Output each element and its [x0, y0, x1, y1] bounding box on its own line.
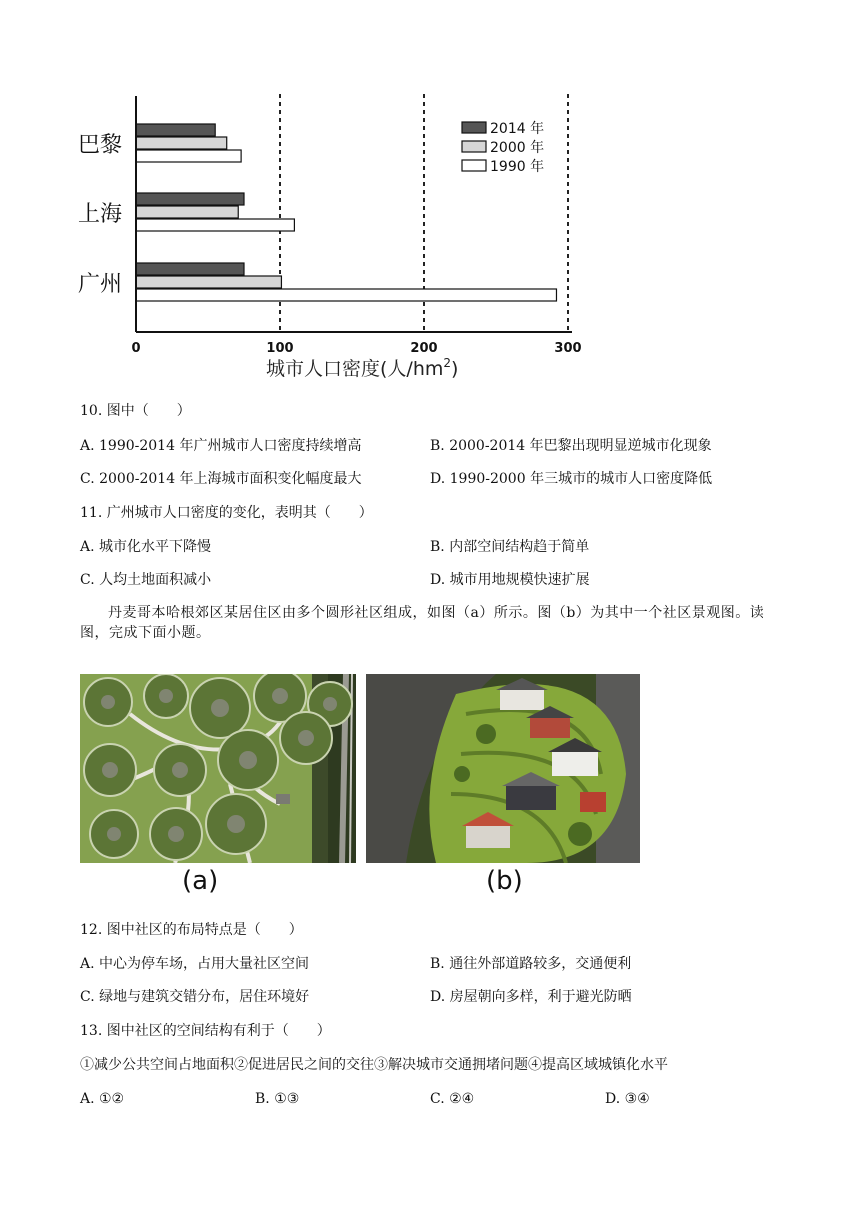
question-13-option-b[interactable]: B. ①③ [255, 1091, 300, 1107]
question-12-option-d[interactable]: D. 房屋朝向多样，利于避光防晒 [430, 989, 632, 1005]
question-13-option-c[interactable]: C. ②④ [430, 1091, 475, 1107]
question-10-option-b[interactable]: B. 2000-2014 年巴黎出现明显逆城市化现象 [430, 438, 712, 454]
question-12-option-c[interactable]: C. 绿地与建筑交错分布，居住环境好 [80, 989, 310, 1005]
legend-label: 2000 年 [490, 140, 545, 156]
legend-label: 2014 年 [490, 121, 545, 137]
question-11-option-d[interactable]: D. 城市用地规模快速扩展 [430, 572, 590, 588]
x-tick-label: 100 [266, 341, 294, 356]
category-label: 广州 [78, 272, 123, 297]
question-13-option-a[interactable]: A. ①② [80, 1091, 125, 1107]
figure-b-landscape-photo [366, 674, 640, 863]
question-10-option-d[interactable]: D. 1990-2000 年三城市的城市人口密度降低 [430, 471, 713, 487]
question-12-stem: 12. 图中社区的布局特点是（ ） [80, 922, 303, 938]
x-tick-label: 0 [131, 341, 141, 356]
question-10-stem: 10. 图中（ ） [80, 403, 191, 419]
x-tick-label: 200 [410, 341, 438, 356]
legend-swatch [462, 122, 486, 133]
question-10-option-c[interactable]: C. 2000-2014 年上海城市面积变化幅度最大 [80, 471, 362, 487]
x-axis-label: 城市人口密度(人$/hm^2$) [266, 356, 459, 380]
legend-label: 1990 年 [490, 159, 545, 175]
category-label: 巴黎 [78, 133, 123, 158]
figure-a-aerial-photo [80, 674, 356, 863]
bar-2-3 [136, 219, 294, 231]
bar-1-3 [136, 150, 241, 162]
question-11-option-c[interactable]: C. 人均土地面积减小 [80, 572, 212, 588]
question-10-option-a[interactable]: A. 1990-2014 年广州城市人口密度持续增高 [80, 438, 362, 454]
category-label: 上海 [78, 202, 123, 227]
bar-2-1 [136, 193, 244, 205]
figure-a-caption: (a) [182, 866, 219, 896]
legend-swatch [462, 141, 486, 152]
bar-3-1 [136, 263, 244, 275]
passage-intro: 丹麦哥本哈根郊区某居住区由多个圆形社区组成，如图（a）所示。图（b）为其中一个社区景观图。读图，完成下面小题。 [80, 605, 765, 641]
x-tick-label: 300 [554, 341, 582, 356]
bar-2-2 [136, 206, 238, 218]
figure-b-caption: (b) [486, 866, 523, 896]
population-density-chart [60, 82, 620, 392]
question-11-option-a[interactable]: A. 城市化水平下降慢 [80, 539, 212, 555]
question-11-stem: 11. 广州城市人口密度的变化，表明其（ ） [80, 505, 373, 521]
question-13-option-d[interactable]: D. ③④ [605, 1091, 650, 1107]
legend-swatch [462, 160, 486, 171]
question-12-option-a[interactable]: A. 中心为停车场，占用大量社区空间 [80, 956, 310, 972]
question-13-statements: ①减少公共空间占地面积②促进居民之间的交往③解决城市交通拥堵问题④提高区域城镇化水平 [80, 1057, 668, 1073]
question-11-option-b[interactable]: B. 内部空间结构趋于简单 [430, 539, 590, 555]
question-13-stem: 13. 图中社区的空间结构有利于（ ） [80, 1023, 331, 1039]
question-12-option-b[interactable]: B. 通往外部道路较多，交通便利 [430, 956, 632, 972]
bar-1-2 [136, 137, 227, 149]
bar-3-3 [136, 289, 556, 301]
bar-1-1 [136, 124, 215, 136]
bar-3-2 [136, 276, 281, 288]
